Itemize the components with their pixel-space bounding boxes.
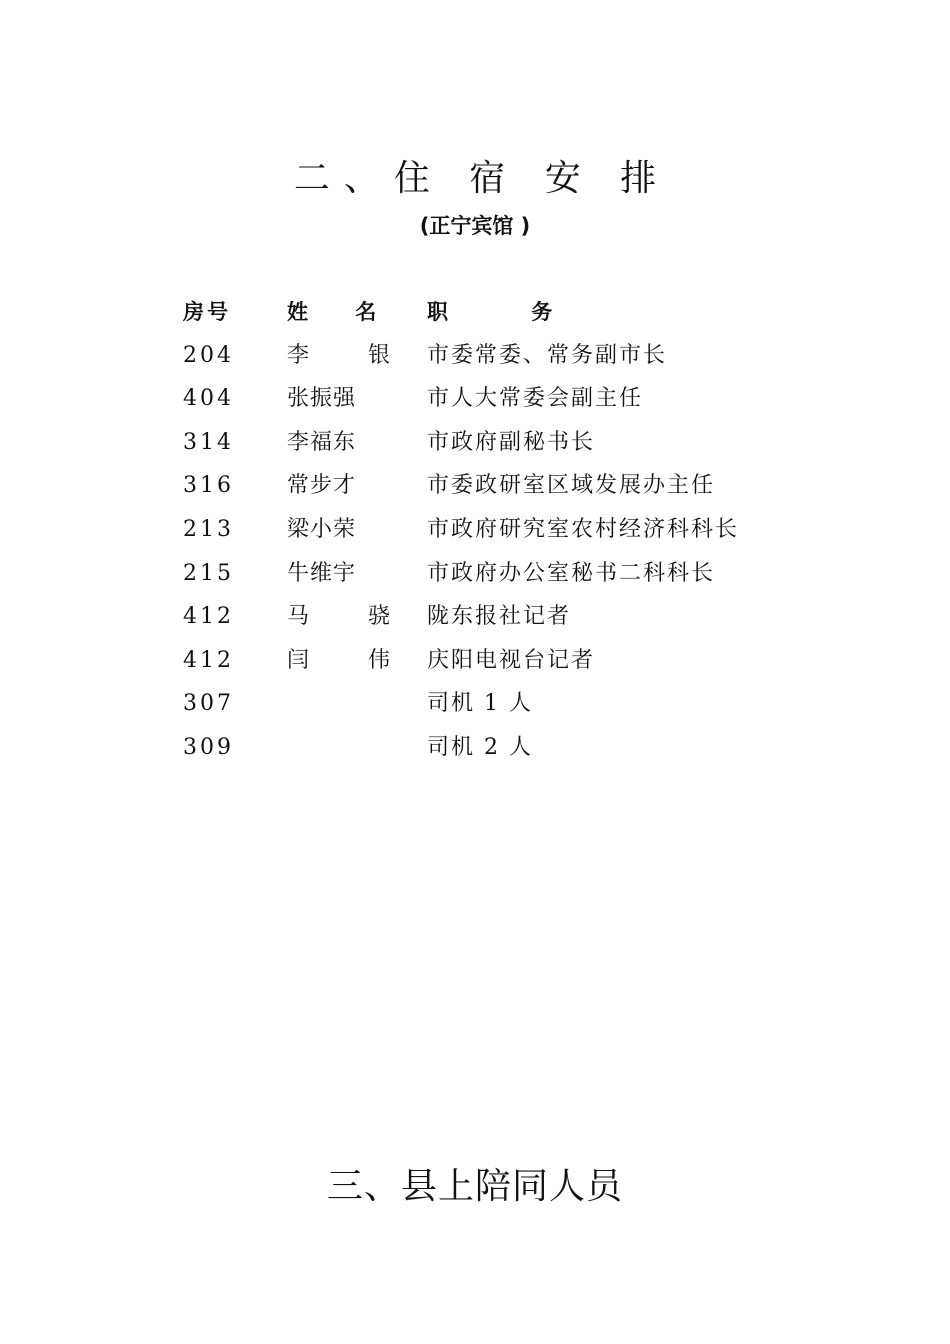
header-title: 职 务 xyxy=(427,300,591,324)
room-number: 307 xyxy=(183,691,234,717)
table-header xyxy=(183,296,823,340)
person-position: 市政府研究室农村经济科科长 xyxy=(427,516,740,542)
table-row xyxy=(183,732,823,776)
table-row xyxy=(183,645,823,689)
person-position: 市委常委、常务副市长 xyxy=(427,342,668,368)
person-position: 市政府办公室秘书二科科长 xyxy=(427,560,716,586)
room-number: 309 xyxy=(183,734,234,760)
person-name: 梁小荣 xyxy=(287,516,357,542)
room-number: 316 xyxy=(183,473,234,499)
table-row xyxy=(183,688,823,732)
person-name: 李福东 xyxy=(287,429,357,455)
person-name: 马 骁 xyxy=(287,604,416,630)
room-number: 213 xyxy=(183,516,234,542)
table-row xyxy=(183,470,823,514)
person-position: 司机 2 人 xyxy=(427,734,533,760)
person-name: 常步才 xyxy=(287,473,357,499)
table-row xyxy=(183,514,823,558)
hotel-subtitle: (正宁宾馆 ) xyxy=(419,214,531,238)
person-position: 陇东报社记者 xyxy=(427,604,572,630)
room-number: 314 xyxy=(183,429,234,455)
table-row xyxy=(183,340,823,384)
person-position: 庆阳电视台记者 xyxy=(427,647,596,673)
section-title-county-escorts: 三、县上陪同人员 xyxy=(326,1166,623,1207)
person-position: 市政府副秘书长 xyxy=(427,429,596,455)
header-name: 姓 名 xyxy=(287,300,397,324)
header-room: 房号 xyxy=(183,300,231,324)
table-row xyxy=(183,558,823,602)
table-row xyxy=(183,427,823,471)
person-position: 市委政研室区域发展办主任 xyxy=(427,473,716,499)
person-name: 李 银 xyxy=(287,342,416,368)
person-position: 司机 1 人 xyxy=(427,691,533,717)
room-number: 412 xyxy=(183,647,234,673)
room-number: 412 xyxy=(183,604,234,630)
section-title-lodging: 二、住 宿 安 排 xyxy=(293,158,671,199)
person-name: 张振强 xyxy=(287,386,357,412)
table-row xyxy=(183,383,823,427)
person-name: 闫 伟 xyxy=(287,647,416,673)
room-number: 215 xyxy=(183,560,234,586)
lodging-table xyxy=(183,296,823,776)
person-name: 牛维宇 xyxy=(287,560,357,586)
room-number: 404 xyxy=(183,386,234,412)
table-row xyxy=(183,601,823,645)
person-position: 市人大常委会副主任 xyxy=(427,386,644,412)
room-number: 204 xyxy=(183,342,234,368)
